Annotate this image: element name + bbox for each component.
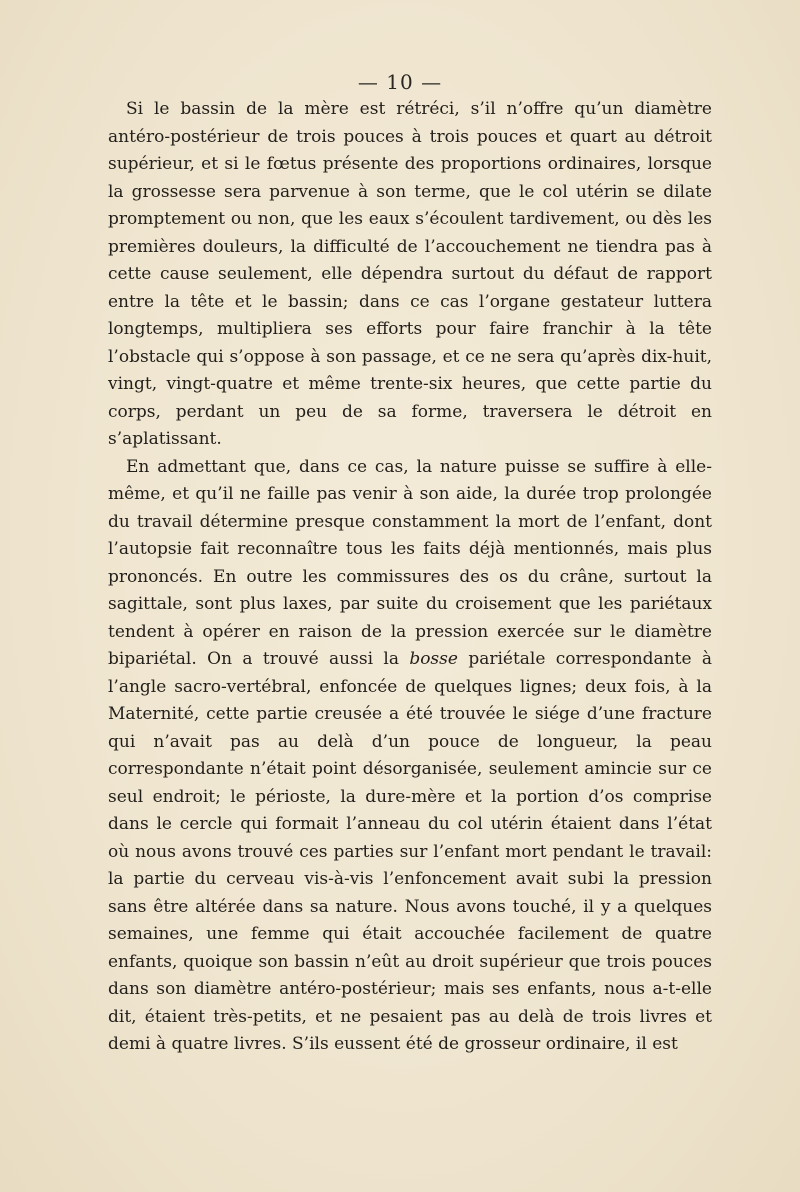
paragraph-2-part-1: En admettant que, dans ce cas, la nature puisse se suffire à elle-même, et qu’il ne faille pas venir à son aide, la durée trop prolongée du travail détermine presque constamment la mort de l’enfant, dont l’autopsie fait reconnaître tous les faits déjà mentionnés, mais plus prononcés. En outre les commissures des os du crâne, surtout la sagittale, sont plus laxes, par suite du croisement que les pariétaux tendent à opérer en raison de la pression exercée sur le diamètre bipariétal. On a trouvé aussi la: [108, 456, 712, 669]
paragraph-2: [108, 454, 712, 1059]
body-text: [108, 96, 712, 1059]
page-number: — 10 —: [357, 70, 443, 94]
paragraph-1: Si le bassin de la mère est rétréci, s’il n’offre qu’un diamètre antéro-postérieur de trois pouces à trois pouces et quart au détroit supérieur, et si le fœtus présente des proportions ordinaires, lorsque la grossesse sera parvenue à son terme, que le col utérin se dilate promptement ou non, que les eaux s’écoulent tardivement, ou dès les premières douleurs, la difficulté de l’accouchement ne tiendra pas à cette cause seulement, elle dépendra surtout du défaut de rapport entre la tête et le bassin; dans ce cas l’organe gestateur luttera longtemps, multipliera ses efforts pour faire franchir à la tête l’obstacle qui s’oppose à son passage, et ce ne sera qu’après dix-huit, vingt, vingt-quatre et même trente-six heures, que cette partie du corps, perdant un peu de sa forme, traversera le détroit en s’aplatissant.: [108, 99, 712, 449]
italic-term: bosse: [409, 649, 458, 669]
paragraph-2-part-2: pariétale correspondante à l’angle sacro-vertébral, enfoncée de quelques lignes; deux fois, à la Maternité, cette partie creusée a été trouvée le siége d’une fracture qui n’avait pas au delà d’un pouce de longueur, la peau correspondante n’était point désorganisée, seulement amincie sur ce seul endroit; le périoste, la dure-mère et la portion d’os comprise dans le cercle qui formait l’anneau du col utérin étaient dans l’état où nous avons trouvé ces parties sur l’enfant mort pendant le travail: la partie du cerveau vis-à-vis l’enfoncement avait subi la pression sans être altérée dans sa nature. Nous avons touché, il y a quelques semaines, une femme qui était accouchée facilement de quatre enfants, quoique son bassin n’eût au droit supérieur que trois pouces dans son diamètre antéro-postérieur; mais ses enfants, nous a-t-elle dit, étaient très-petits, et ne pesaient pas au delà de trois livres et demi à quatre livres. S’ils eussent été de grosseur ordinaire, il est: [108, 649, 712, 1054]
